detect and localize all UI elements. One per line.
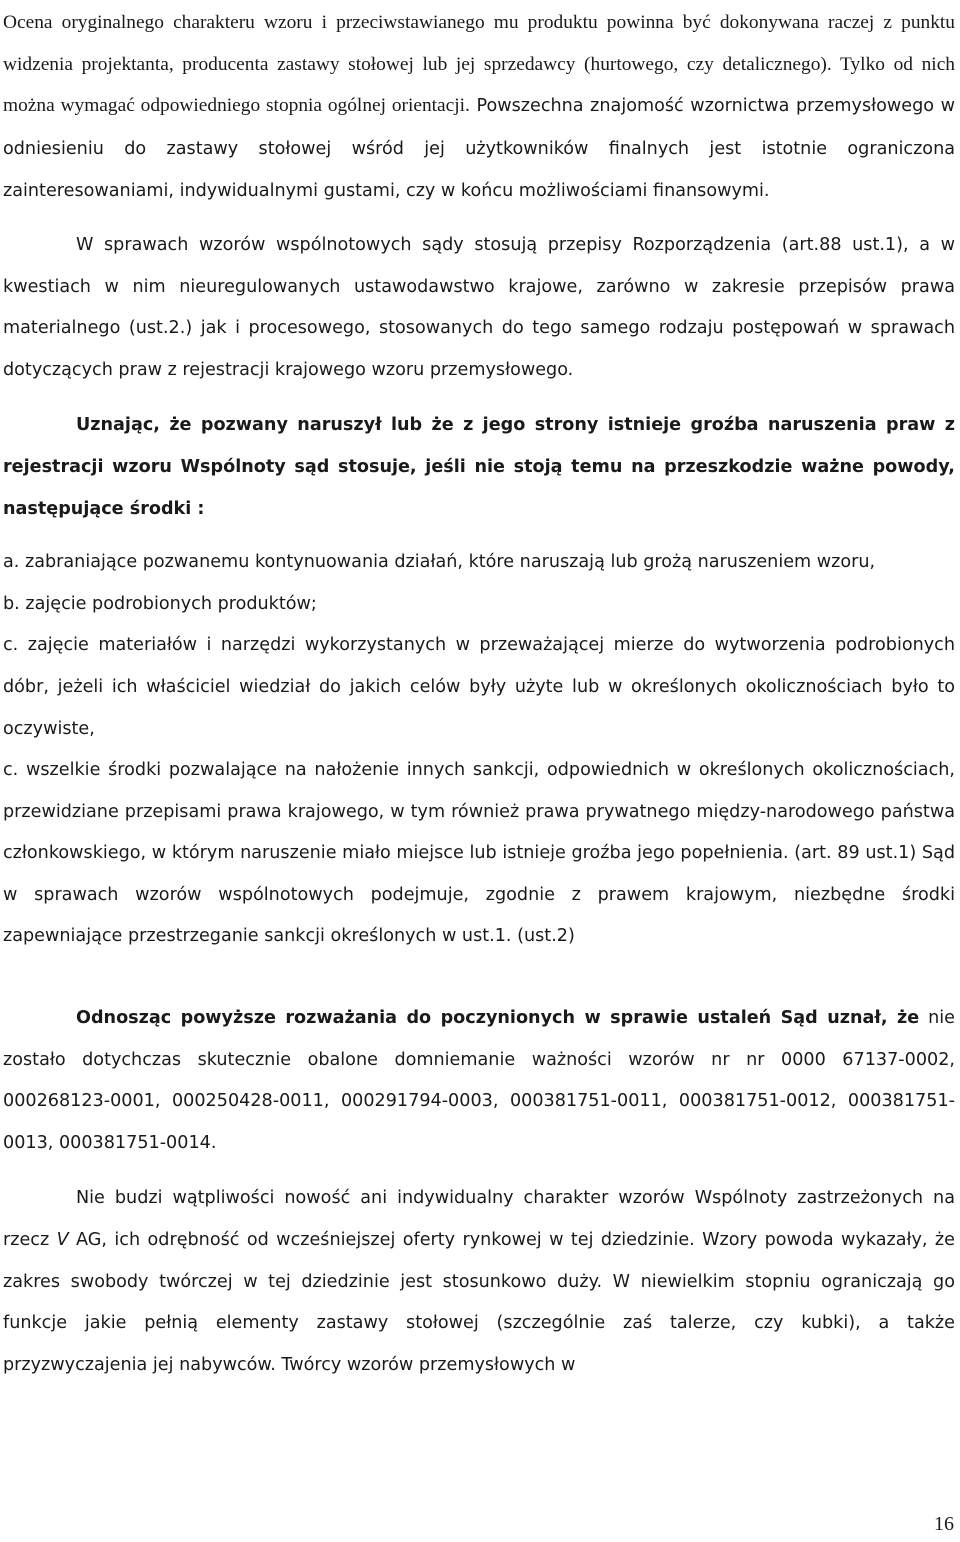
page-number: 16 — [934, 1513, 954, 1535]
list-item-c-seizure: c. zajęcie materiałów i narzędzi wykorzystanych w przeważającej mierze do wytworzenia podrobionych dóbr, jeżeli ich właściciel wiedział do jakich celów były użyte lub w określonych okolicznościach było to oczywiste, — [3, 635, 955, 739]
paragraph-originality-part2: Powszechna znajomość wzornictwa przemysłowego w odniesieniu do zastawy stołowej wśród jej użytkowników finalnych jest istotnie ograniczona zainteresowaniami, indywidualnymi gustami, czy w końcu możliwościami finansowymi. — [3, 96, 956, 202]
document-page — [3, 0, 955, 1386]
paragraph-novelty-part2: AG, ich odrębność od wcześniejszej oferty rynkowej w tej dziedzinie. Wzory powoda wykazały, że zakres swobody twórczej w tej dziedzinie jest stosunkowo duży. W niewielkim stopniu ograniczają go funkcje jakie pełnią elementy zastawy stołowej (szczególnie zaś talerze, czy kubki), a także przyzwyczajenia jej nabywców. Twórcy wzorów przemysłowych w — [3, 1230, 955, 1375]
paragraph-court-ruling — [3, 998, 955, 1164]
paragraph-originality-part1: Ocena oryginalnego charakteru wzoru i przeciwstawianego mu produktu powinna być dokonywana raczej z punktu widzenia projektanta, producenta zastawy stołowej lub jej sprzedawcy (hurtowego, czy detalicznego). Tylko od nich można wymagać odpowiedniego stopnia ogólnej orientacji. — [3, 12, 955, 117]
list-item-a: a. zabraniające pozwanemu kontynuowania działań, które naruszają lub grożą naruszeniem wzoru, — [3, 552, 876, 573]
paragraph-novelty — [3, 1178, 955, 1386]
paragraph-infringement-measures: Uznając, że pozwany naruszył lub że z jego strony istnieje groźba naruszenia praw z rejestracji wzoru Wspólnoty sąd stosuje, jeśli nie stoją temu na przeszkodzie ważne powody, następujące środki : — [3, 415, 955, 519]
paragraph-originality — [3, 2, 955, 213]
paragraph-novelty-part1: Nie budzi wątpliwości nowość ani indywidualny charakter wzorów Wspólnoty zastrzeżonych na rzecz — [3, 1188, 955, 1251]
paragraph-court-ruling-rest: nie zostało dotychczas skutecznie obalone domniemanie ważności wzorów nr nr 0000 67137-0002, 000268123-0001, 000250428-0011, 000291794-0003, 000381751-0011, 000381751-0012, 000381751-0013, 000381751-0014. — [3, 1008, 955, 1153]
list-item-b: b. zajęcie podrobionych produktów; — [3, 593, 317, 614]
paragraph-court-ruling-lead: Odnosząc powyższe rozważania do poczynionych w sprawie ustaleń Sąd uznał, że — [76, 1008, 920, 1029]
paragraph-community-designs: W sprawach wzorów wspólnotowych sądy stosują przepisy Rozporządzenia (art.88 ust.1), a w kwestiach w nim nieuregulowanych ustawodawstwo krajowe, zarówno w zakresie przepisów prawa materialnego (ust.2.) jak i procesowego, stosowanych do tego samego rodzaju postępowań w sprawach dotyczących praw z rejestracji krajowego wzoru przemysłowego. — [3, 234, 955, 380]
paragraph-novelty-italic: V — [56, 1230, 69, 1251]
list-item-c-sanctions: c. wszelkie środki pozwalające na nałożenie innych sankcji, odpowiednich w określonych okolicznościach, przewidziane przepisami prawa krajowego, w tym również prawa prywatnego między-narodowego państwa członkowskiego, w którym naruszenie miało miejsce lub istnieje groźba jego popełnienia. (art. 89 ust.1) Sąd w sprawach wzorów wspólnotowych podejmuje, zgodnie z prawem krajowym, niezbędne środki zapewniające przestrzeganie sankcji określonych w ust.1. (ust.2) — [3, 760, 955, 947]
